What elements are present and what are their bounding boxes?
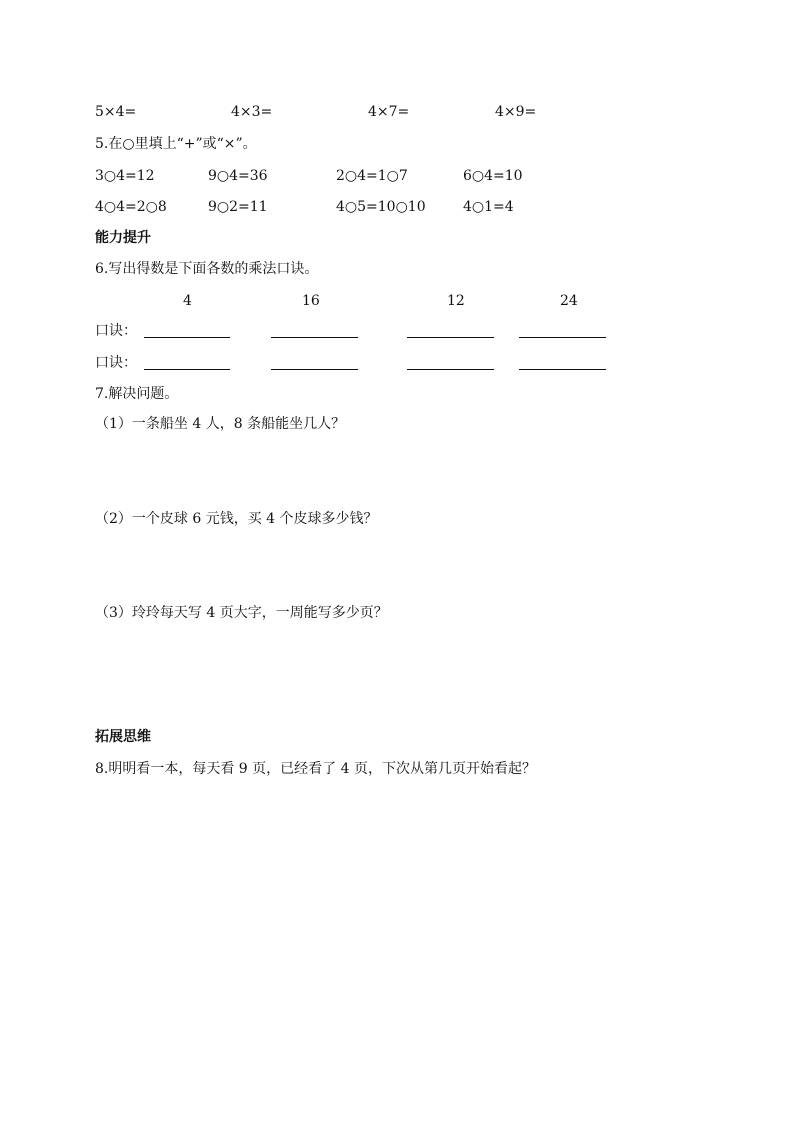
expr-4x9: 4×9=: [495, 104, 537, 120]
q6-number: 4: [183, 293, 192, 309]
answer-blank[interactable]: [407, 369, 494, 370]
q5-item: 4○5=10○10: [336, 199, 426, 215]
question-6-title: 6.写出得数是下面各数的乘法口诀。: [95, 261, 319, 277]
q5-item: 4○4=2○8: [95, 199, 167, 215]
answer-blank[interactable]: [144, 369, 230, 370]
answer-blank[interactable]: [519, 337, 606, 338]
expr-4x3: 4×3=: [231, 104, 273, 120]
q6-number: 16: [302, 293, 320, 309]
q5-item: 6○4=10: [463, 168, 523, 184]
q6-number: 24: [560, 293, 578, 309]
answer-blank[interactable]: [519, 369, 606, 370]
question-5-title: 5.在○里填上“+”或“×”。: [95, 136, 257, 152]
answer-blank[interactable]: [407, 337, 494, 338]
section-heading-extend: 拓展思维: [95, 729, 151, 745]
expr-5x4: 5×4=: [95, 104, 137, 120]
answer-blank[interactable]: [271, 369, 358, 370]
expr-4x7: 4×7=: [368, 104, 410, 120]
question-7-title: 7.解决问题。: [95, 386, 179, 402]
q6-number: 12: [447, 293, 465, 309]
q6-mnemonic-label: 口诀：: [95, 355, 137, 371]
q6-mnemonic-label: 口诀：: [95, 323, 137, 339]
question-7-part-3: （3）玲玲每天写 4 页大字，一周能写多少页？: [95, 605, 388, 621]
answer-blank[interactable]: [271, 337, 358, 338]
q5-item: 9○2=11: [208, 199, 268, 215]
q5-item: 9○4=36: [208, 168, 268, 184]
section-heading-ability: 能力提升: [95, 230, 151, 246]
q5-item: 3○4=12: [95, 168, 155, 184]
q5-item: 2○4=1○7: [336, 168, 408, 184]
question-8: 8.明明看一本，每天看 9 页，已经看了 4 页，下次从第几页开始看起？: [95, 761, 536, 777]
question-7-part-2: （2）一个皮球 6 元钱，买 4 个皮球多少钱？: [95, 511, 378, 527]
answer-blank[interactable]: [144, 337, 230, 338]
question-7-part-1: （1）一条船坐 4 人，8 条船能坐几人？: [95, 416, 346, 432]
q5-item: 4○1=4: [463, 199, 514, 215]
